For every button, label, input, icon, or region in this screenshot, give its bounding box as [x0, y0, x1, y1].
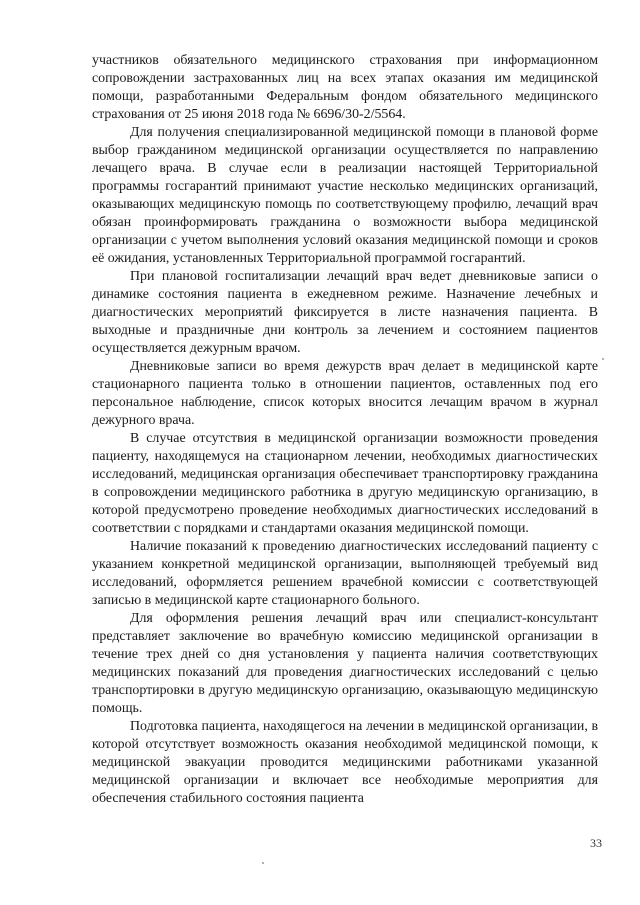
- page-number: 33: [590, 836, 602, 850]
- paragraph: Дневниковые записи во время дежурств врач делает в медицинской карте стационарного пациента только в отношении пациентов, оставленных под его персональное наблюдение, список которых вносится лечащим врачом в журнал дежурного врача.: [92, 359, 598, 428]
- paragraph: При плановой госпитализации лечащий врач ведет дневниковые записи о динамике состояния пациента в ежедневном режиме. Назначение лечебных и диагностических мероприятий фиксируется в листе назначения пациента. В выходные и праздничные дни контроль за лечением и состоянием пациентов осуществляется дежурным врачом.: [92, 269, 598, 356]
- paragraph-continuation: участников обязательного медицинского страхования при информационном сопровождении застрахованных лиц на всех этапах оказания им медицинской помощи, разработанными Федеральным фондом обязательного медицинского страхования от 25 июня 2018 года № 6696/30-2/5564.: [92, 53, 598, 122]
- paragraph: Для оформления решения лечащий врач или специалист-консультант представляет заключение во врачебную комиссию медицинской организации в течение трех дней со дня установления у пациента наличия соответствующих медицинских показаний для проведения диагностических исследований с целью транспортировки в другую медицинскую организацию, оказывающую медицинскую помощь.: [92, 611, 598, 716]
- paragraph: Подготовка пациента, находящегося на лечении в медицинской организации, в которой отсутствует возможность оказания необходимой медицинской помощи, к медицинской эвакуации проводится медицинскими работниками указанной медицинской организации и включает все необходимые мероприятия для обеспечения стабильного состояния пациента: [92, 719, 598, 806]
- scan-speck: [602, 358, 604, 360]
- paragraph: Для получения специализированной медицинской помощи в плановой форме выбор гражданином медицинской организации осуществляется по направлению лечащего врача. В случае если в реализации настоящей Территориальной программы госгарантий принимают участие несколько медицинских организаций, оказывающих медицинскую помощь по соответствующему профилю, лечащий врач обязан проинформировать гражданина о возможности выбора медицинской организации с учетом выполнения условий оказания медицинской помощи и сроков её ожидания, установленных Территориальной программой госгарантий.: [92, 125, 598, 266]
- paragraph: В случае отсутствия в медицинской организации возможности проведения пациенту, находящемуся на стационарном лечении, необходимых диагностических исследований, медицинская организация обеспечивает транспортировку гражданина в сопровождении медицинского работника в другую медицинскую организацию, в которой предусмотрено проведение необходимых диагностических исследований в соответствии с порядками и стандартами оказания медицинской помощи.: [92, 431, 598, 536]
- paragraph: Наличие показаний к проведению диагностических исследований пациенту с указанием конкретной медицинской организации, выполняющей требуемый вид исследований, оформляется решением врачебной комиссии с соответствующей записью в медицинской карте стационарного больного.: [92, 539, 598, 608]
- document-body: [92, 52, 598, 808]
- scan-speck: [262, 862, 264, 864]
